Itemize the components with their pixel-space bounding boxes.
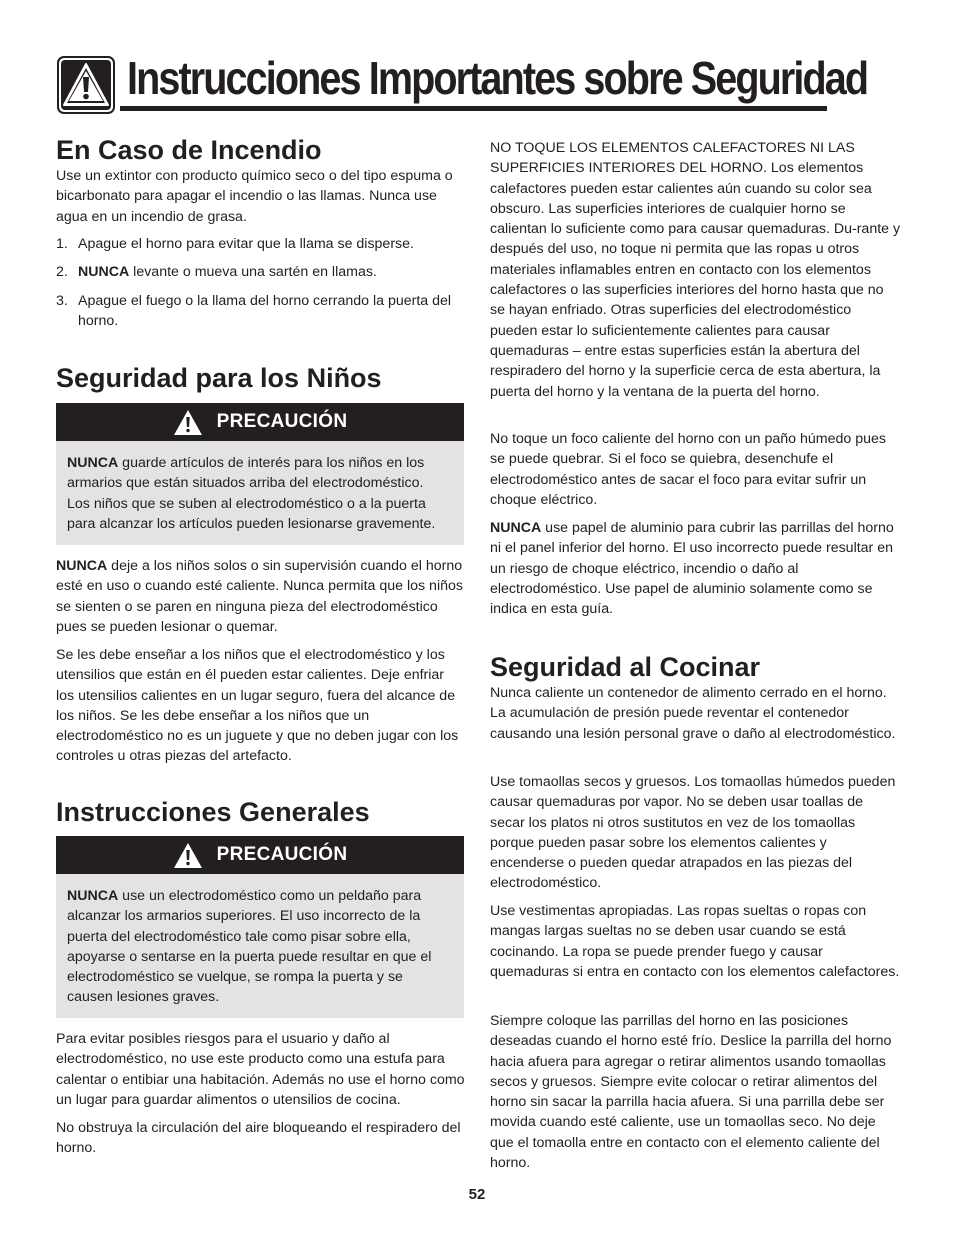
- section-heading-general: Instrucciones Generales: [56, 797, 370, 827]
- list-item: [56, 262, 466, 282]
- children-paragraph-2: Se les debe enseñar a los niños que el electrodoméstico y los utensilios que están en él pueden estar calientes. Deje enfriar los utensilios calientes en un lugar seguro, fuera del alcance de los niños. Se les debe enseñar a los niños que un electrodoméstico no es un juguete y que no deben jugar con los controles u otras piezas del artefacto.: [56, 647, 459, 765]
- light-bulb-paragraph: No toque un foco caliente del horno con un paño húmedo pues se puede quebrar. Si el foco se quiebra, desenchufe el electrodoméstico antes de sacar el foco para evitar sufrir un choque eléctrico.: [490, 431, 886, 508]
- caution-label: PRECAUCIÓN: [216, 411, 348, 432]
- warning-triangle-icon: [173, 409, 203, 436]
- list-item: [56, 291, 466, 332]
- list-text: levante o mueva una sartén en llamas.: [129, 264, 377, 280]
- caution-text: NUNCA guarde artículos de interés para los niños en los armarios que están situados arriba del electrodoméstico. Los niños que se suben al electrodoméstico o a la puerta para alcanzar los artículos pueden lesionarse gravemente.: [67, 455, 436, 532]
- strong-never: NUNCA: [67, 888, 119, 904]
- caution-bar: [56, 403, 464, 441]
- list-number: 3.: [56, 293, 68, 309]
- page-number: 52: [468, 1186, 486, 1203]
- hot-surfaces-paragraph: NO TOQUE LOS ELEMENTOS CALEFACTORES NI LAS SUPERFICIES INTERIORES DEL HORNO. Los elementos calefactores pueden estar calientes aún cuando su color sea obscuro. Las superficies interiores de cualquier horno se calientan lo suficiente como para causar quemaduras. Du-rante y después del uso, no toque ni permita que las ropas u otros materiales inflamables entren en contacto con los elementos calefactores o las superficies interiores del horno hasta que no se hayan enfriado. Otras superficies del electrodoméstico pueden estar lo suficientemente calientes para causar quemaduras – entre estas superficies están la abertura del respiradero del horno y la superficie cerca de esta abertura, la puerta del horno y la ventana de la puerta del horno.: [490, 140, 901, 400]
- warning-exclamation-icon: [57, 56, 115, 114]
- strong-never: NUNCA: [56, 558, 108, 574]
- list-number: 2.: [56, 264, 68, 280]
- list-item: [56, 234, 466, 254]
- list-text: Apague el horno para evitar que la llama se disperse.: [78, 236, 414, 252]
- page-title: Instrucciones Importantes sobre Seguridad: [127, 52, 868, 104]
- caps-warning: NO TOQUE LOS ELEMENTOS CALEFACTORES NI LAS SUPERFICIES INTERIORES DEL HORNO.: [490, 140, 855, 177]
- list-number: 1.: [56, 236, 68, 252]
- general-paragraph-2: No obstruya la circulación del aire bloqueando el respiradero del horno.: [56, 1120, 461, 1157]
- caution-bar: [56, 836, 464, 874]
- warning-triangle-icon: [173, 842, 203, 869]
- cooking-paragraph-3: Use vestimentas apropiadas. Las ropas sueltas o ropas con mangas largas sueltas no se deben usar cuando se está cocinando. La ropa se puede prender fuego y causar quemaduras si entra en contacto con los elementos calefactores.: [490, 903, 900, 980]
- caution-box: [56, 441, 464, 545]
- fire-intro: Use un extintor con producto químico seco o del tipo espuma o bicarbonato para apagar el incendio o las llamas. Nunca use agua en un incendio de grasa.: [56, 168, 453, 225]
- cooking-paragraph-4: Siempre coloque las parrillas del horno en las posiciones deseadas cuando el horno esté frío. Deslice la parrilla del horno hacia afuera para agregar o retirar alimentos usando tomaollas secos y gruesos. Siempre evite colocar o retirar alimentos del horno sin sacar la parrilla hacia afuera. Si una parrilla debe ser movida cuando esté caliente, use un tomaollas seco. No deje que el tomaolla entre en contacto con el elemento caliente del horno.: [490, 1013, 892, 1172]
- general-paragraph-1: Para evitar posibles riesgos para el usuario y daño al electrodoméstico, no use este producto como una estufa para calentar o entibiar una habitación. Además no use el horno como un lugar para guardar alimentos o utensilios de cocina.: [56, 1031, 465, 1108]
- children-paragraph-1: NUNCA deje a los niños solos o sin supervisión cuando el horno esté en uso o cuando esté caliente. Nunca permita que los niños se sienten o se paren en ninguna pieza del electrodoméstico pues se pueden lesionar o quemar.: [56, 558, 463, 635]
- caution-box: [56, 874, 464, 1018]
- list-text: Apague el fuego o la llama del horno cerrando la puerta del horno.: [78, 293, 452, 330]
- strong-never: NUNCA: [67, 455, 119, 471]
- cooking-paragraph-1: Nunca caliente un contenedor de alimento cerrado en el horno. La acumulación de presión puede reventar el contenedor causando una lesión personal grave o daño al electrodoméstico.: [490, 685, 896, 742]
- strong-never: NUNCA: [78, 264, 130, 280]
- caution-text: NUNCA use un electrodoméstico como un peldaño para alcanzar los armarios superiores. El uso incorrecto de la puerta del electrodoméstico tale como pisar sobre ella, apoyarse o sentarse en la puerta puede resultar en que el electrodoméstico se vuelque, se rompa la puerta y se causen lesiones graves.: [67, 888, 432, 1006]
- strong-never: NUNCA: [490, 520, 542, 536]
- foil-paragraph: NUNCA use papel de aluminio para cubrir las parrillas del horno ni el panel inferior del horno. El uso incorrecto puede resultar en un riesgo de choque eléctrico, incendio o daño al electrodoméstico. Use papel de aluminio solamente como se indica en esta guía.: [490, 520, 894, 618]
- section-heading-children: Seguridad para los Niños: [56, 363, 382, 393]
- title-rule: [120, 106, 827, 111]
- cooking-paragraph-2: Use tomaollas secos y gruesos. Los tomaollas húmedos pueden causar quemaduras por vapor. No se deben usar toallas de secar los platos ni otros sustitutos en vez de los tomaollas porque pueden pasar sobre los elementos calientes y encenderse o pueden quedar atrapados en las piezas del electrodoméstico.: [490, 774, 896, 892]
- caution-label: PRECAUCIÓN: [216, 844, 348, 865]
- section-heading-cooking: Seguridad al Cocinar: [490, 652, 761, 682]
- section-heading-fire: En Caso de Incendio: [56, 135, 322, 165]
